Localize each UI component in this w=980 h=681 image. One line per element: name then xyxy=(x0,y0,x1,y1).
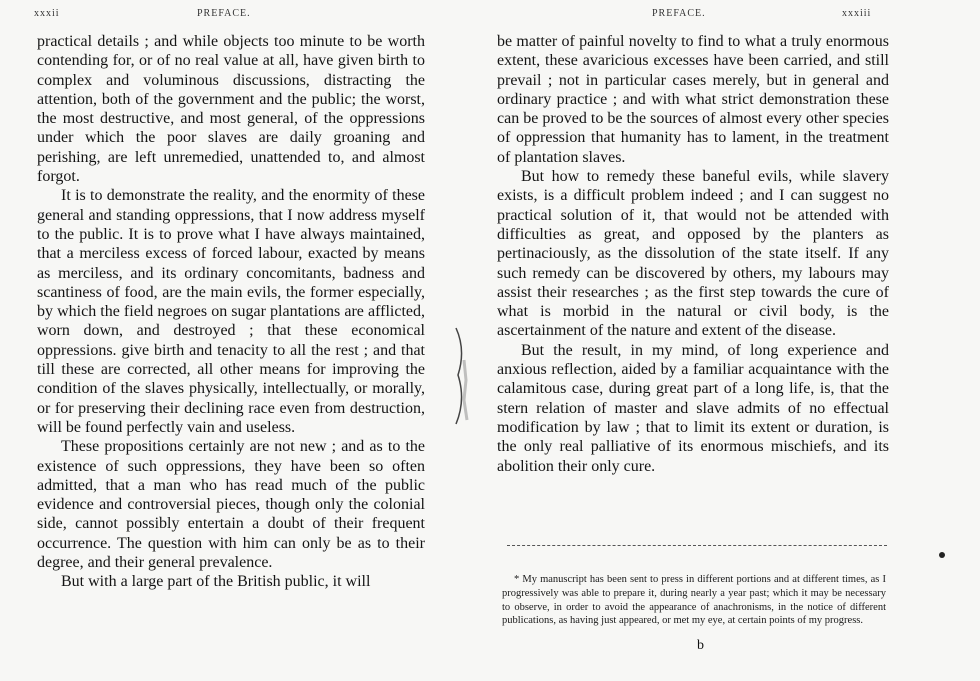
left-paragraph-3: These propositions certainly are not new ; and as to the existence of such oppressions, they have been so often admitted, that a man who has read much of the public evidence and controversial pieces, though only the colonial side, cannot possibly entertain a doubt of their frequent occurrence. The question with him can only be as to their degree, and their general prevalence. xyxy=(37,438,425,572)
footnote xyxy=(502,573,886,628)
margin-dot xyxy=(939,552,945,558)
right-running-head: PREFACE. xyxy=(652,8,706,19)
left-running-head: PREFACE. xyxy=(197,8,251,19)
left-page-number: xxxii xyxy=(34,8,60,19)
right-body-text xyxy=(497,32,889,476)
signature-mark: b xyxy=(697,638,704,653)
left-paragraph-2: It is to demonstrate the reality, and the enormity of these general and standing oppressions, that I now address myself to the public. It is to prove what I have always maintained, that a merciless excess of forced labour, exacted by means as merciless, and its ordinary concomitants, badness and scantiness of food, are the main evils, the former especially, by which the field negroes on sugar plantations are afflicted, worn down, and destroyed ; that these economical oppressions. give birth and tenacity to all the rest ; and that till these are corrected, all other means for improving the condition of the slaves physically, intellectually, or morally, or for preserving their declining race even from destruction, will be found perfectly vain and useless. xyxy=(37,187,425,436)
right-page-number: xxxiii xyxy=(842,8,872,19)
right-paragraph-3: But the result, in my mind, of long experience and anxious reflection, aided by a familiar acquaintance with the calamitous case, during great part of a long life, is, that the stern relation of master and slave admits of no effectual modification by law ; that to limit its extent or duration, is the only real palliative of its enormous mischiefs, and its abolition their only cure. xyxy=(497,341,889,475)
gutter-shadow xyxy=(452,320,478,430)
right-paragraph-2: But how to remedy these baneful evils, while slavery exists, is a difficult problem indeed ; and I can suggest no practical solution of it, that would not be attended with difficulties as great, and opposed by the planters as pertinaciously, as the dissolution of the state itself. If any such remedy can be discovered by others, my labours may assist their researches ; as the first step towards the cure of what is morbid in the natural or civil body, is the ascertainment of the nature and extent of the disease. xyxy=(497,168,889,340)
footnote-rule xyxy=(507,545,887,547)
right-paragraph-1: be matter of painful novelty to find to what a truly enormous extent, these avaricious excesses have been carried, and still prevail ; not in particular cases merely, but in general and ordinary practice ; and with what strict demonstration these can be proved to be the sources of almost every other species of oppression that humanity has to lament, in the treatment of plantation slaves. xyxy=(497,33,889,166)
left-paragraph-4: But with a large part of the British public, it will xyxy=(61,573,371,591)
left-paragraph-1: practical details ; and while objects too minute to be worth contending for, or of no real value at all, have given birth to complex and voluminous discussions, distracting the attention, both of the government and the public; the worst, the most destructive, and most general, of the oppressions under which the poor slaves are daily groaning and perishing, are left unremedied, unattended to, and almost forgot. xyxy=(37,33,425,186)
left-body-text xyxy=(37,32,425,592)
footnote-text: * My manuscript has been sent to press in different portions and at different times, as I progressively was able to prepare it, during nearly a year past; which it may be necessary to observe, in order to avoid the appearance of anachronisms, in the notice of different publications, as having just appeared, or met my eye, at certain points of my progress. xyxy=(502,574,886,627)
